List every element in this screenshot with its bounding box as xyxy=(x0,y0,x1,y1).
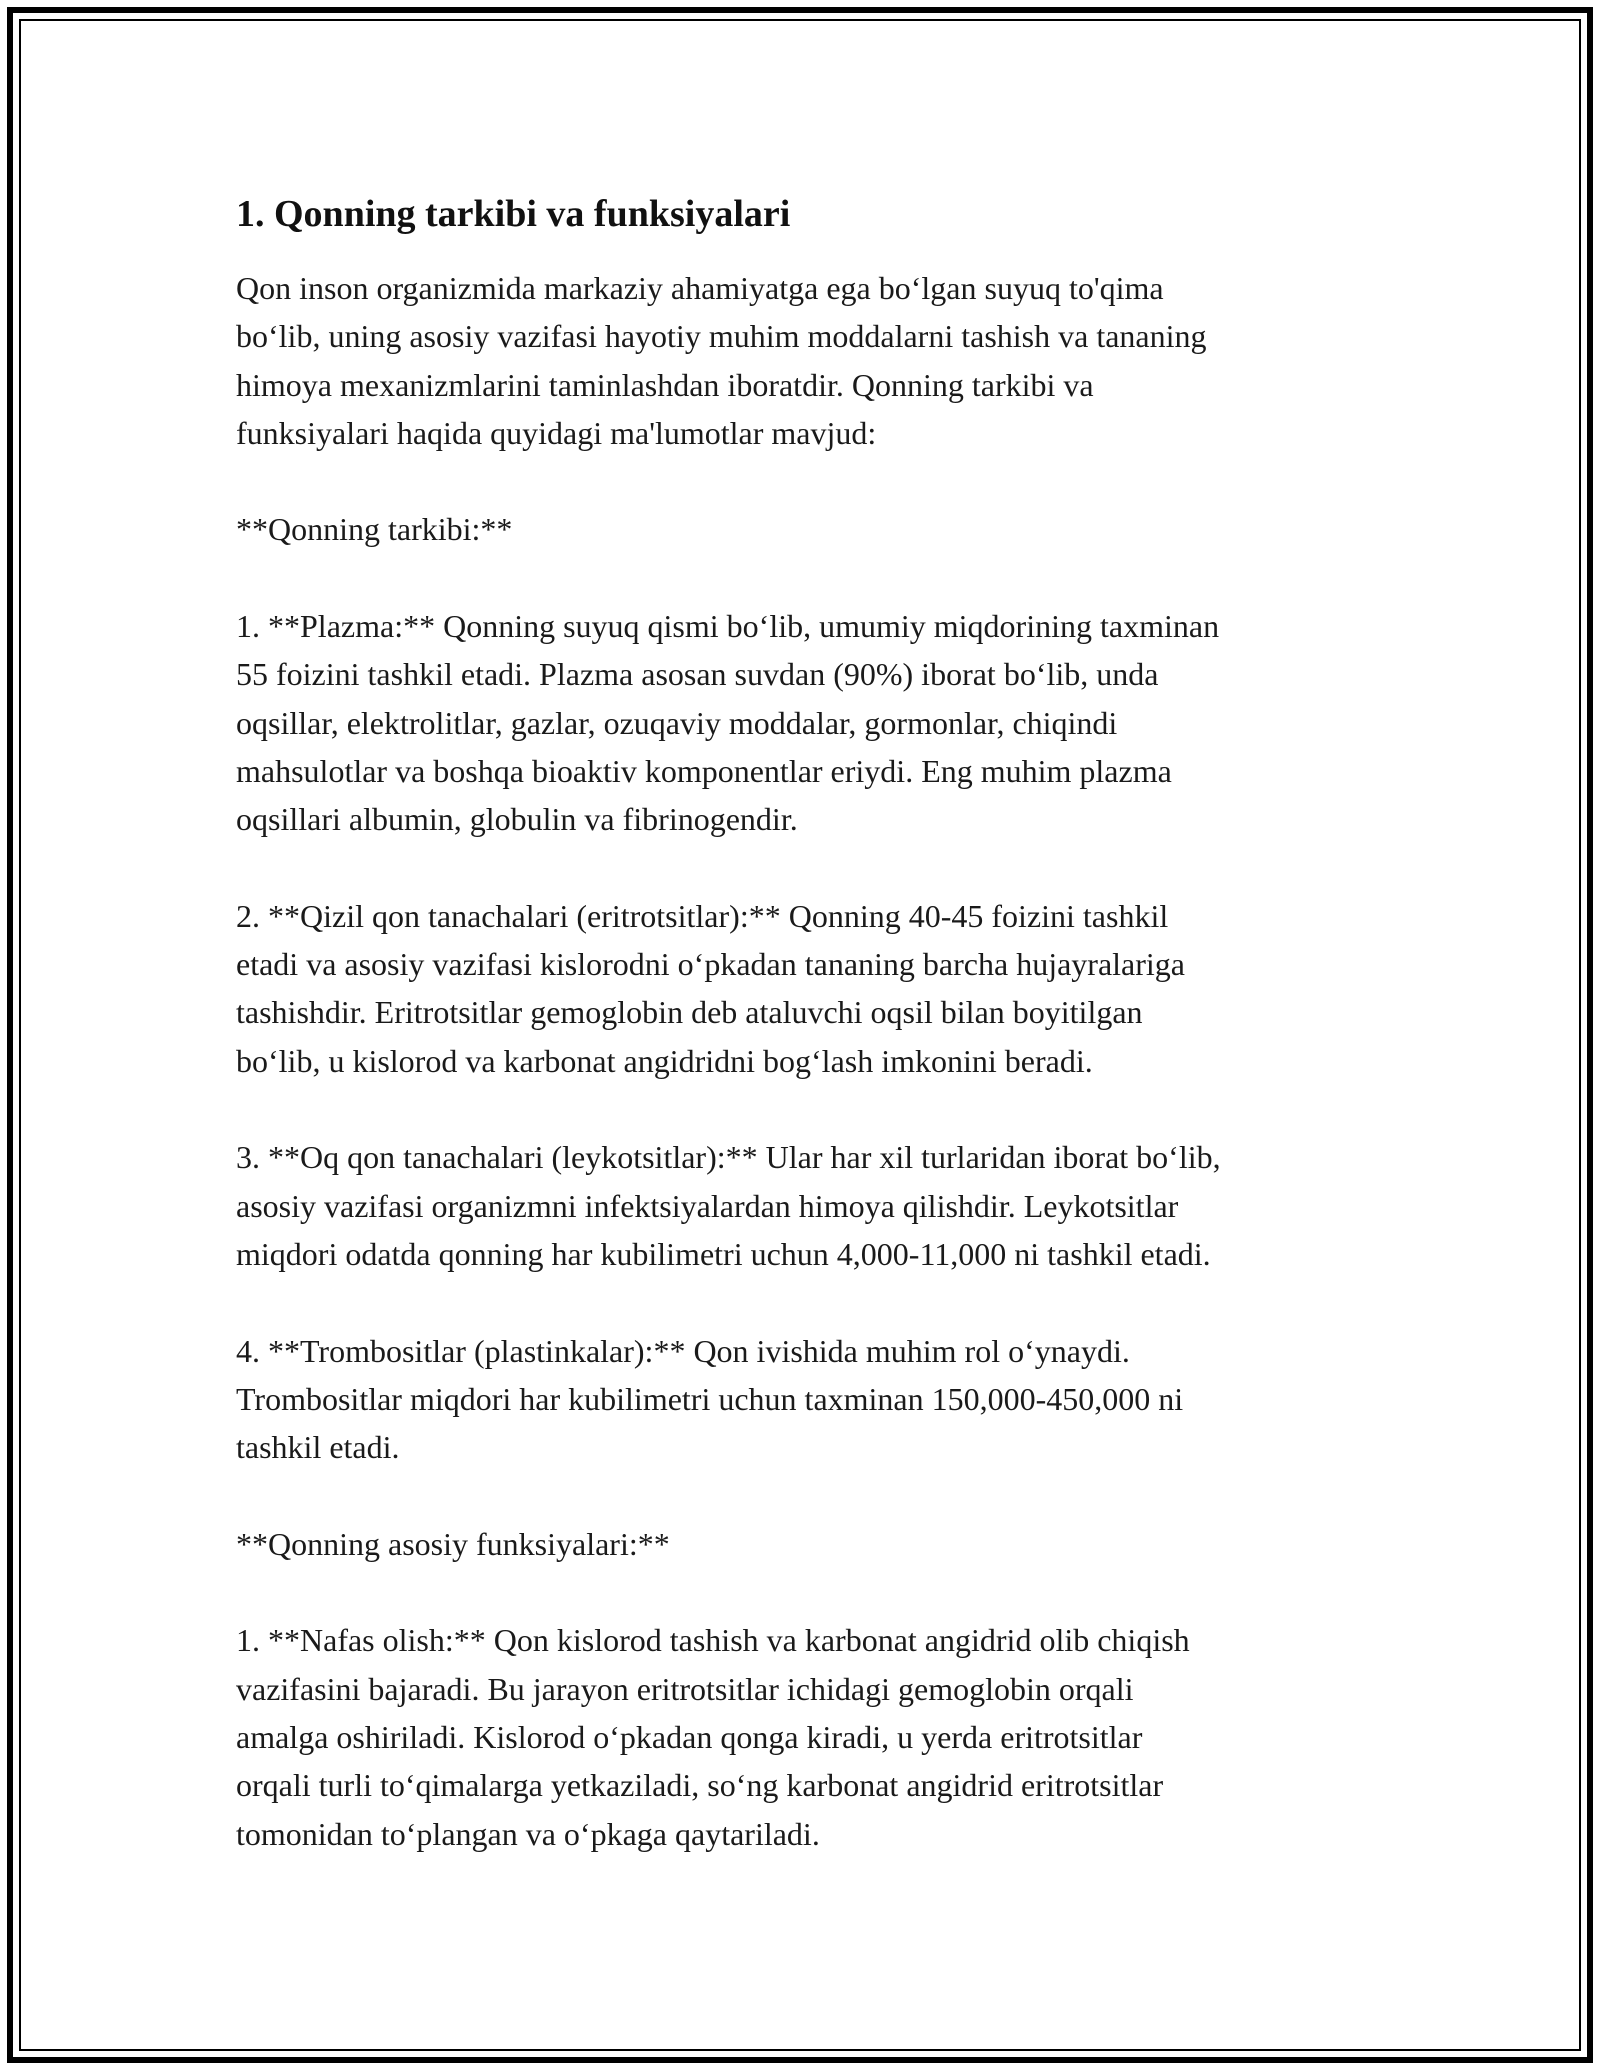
text-line: bo‘lib, u kislorod va karbonat angidridni bog‘lash imkonini beradi. xyxy=(236,1042,1093,1079)
text-line: funksiyalari haqida quyidagi ma'lumotlar mavjud: xyxy=(236,414,877,451)
section-heading: 1. Qonning tarkibi va funksiyalari xyxy=(236,193,791,235)
text-line: 3. **Oq qon tanachalari (leykotsitlar):** Ular har xil turlaridan iborat bo‘lib, xyxy=(236,1139,1221,1176)
respiration-paragraph xyxy=(236,1616,1386,1857)
text-line: tomonidan to‘plangan va o‘pkaga qaytariladi. xyxy=(236,1815,820,1852)
platelets-paragraph xyxy=(236,1327,1386,1472)
white-cells-paragraph xyxy=(236,1133,1386,1278)
text-line: oqsillar, elektrolitlar, gazlar, ozuqaviy moddalar, gormonlar, chiqindi xyxy=(236,704,1118,741)
text-line: Qon inson organizmida markaziy ahamiyatga ega bo‘lgan suyuq to'qima xyxy=(236,270,1164,306)
text-line: bo‘lib, uning asosiy vazifasi hayotiy muhim moddalarni tashish va tananing xyxy=(236,318,1207,355)
text-line: tashkil etadi. xyxy=(236,1429,400,1466)
functions-subheading xyxy=(236,1520,1386,1568)
text-line: oqsillari albumin, globulin va fibrinogendir. xyxy=(236,801,798,838)
text-line: miqdori odatda qonning har kubilimetri uchun 4,000-11,000 ni tashkil etadi. xyxy=(236,1235,1211,1272)
red-cells-paragraph xyxy=(236,892,1386,1085)
text-line: amalga oshiriladi. Kislorod o‘pkadan qonga kiradi, u yerda eritrotsitlar xyxy=(236,1718,1143,1755)
text-line: 1. **Nafas olish:** Qon kislorod tashish va karbonat angidrid olib chiqish xyxy=(236,1622,1190,1659)
document-body xyxy=(236,190,1386,1906)
text-line: mahsulotlar va boshqa bioaktiv komponentlar eriydi. Eng muhim plazma xyxy=(236,752,1172,789)
text-line: 2. **Qizil qon tanachalari (eritrotsitlar):** Qonning 40-45 foizini tashkil xyxy=(236,897,1169,934)
text-line: tashishdir. Eritrotsitlar gemoglobin deb ataluvchi oqsil bilan boyitilgan xyxy=(236,994,1143,1031)
text-line: orqali turli to‘qimalarga yetkaziladi, so‘ng karbonat angidrid eritrotsitlar xyxy=(236,1767,1164,1804)
text-line: 55 foizini tashkil etadi. Plazma asosan suvdan (90%) iborat bo‘lib, unda xyxy=(236,656,1159,693)
text-line: 1. **Plazma:** Qonning suyuq qismi bo‘lib, umumiy miqdorining taxminan xyxy=(236,608,1220,645)
text-line: 4. **Trombositlar (plastinkalar):** Qon ivishida muhim rol o‘ynaydi. xyxy=(236,1332,1130,1369)
plasma-paragraph xyxy=(236,602,1386,843)
text-line: asosiy vazifasi organizmni infektsiyalardan himoya qilishdir. Leykotsitlar xyxy=(236,1187,1179,1224)
composition-subheading xyxy=(236,505,1386,553)
intro-paragraph xyxy=(236,264,1386,457)
text-line: etadi va asosiy vazifasi kislorodni o‘pkadan tananing barcha hujayralariga xyxy=(236,946,1185,983)
text-line: vazifasini bajaradi. Bu jarayon eritrotsitlar ichidagi gemoglobin orqali xyxy=(236,1670,1134,1707)
text-line: **Qonning asosiy funksiyalari:** xyxy=(236,1525,670,1562)
text-line: **Qonning tarkibi:** xyxy=(236,511,513,548)
text-line: himoya mexanizmlarini taminlashdan iboratdir. Qonning tarkibi va xyxy=(236,366,1094,403)
text-line: Trombositlar miqdori har kubilimetri uchun taxminan 150,000-450,000 ni xyxy=(236,1380,1184,1417)
